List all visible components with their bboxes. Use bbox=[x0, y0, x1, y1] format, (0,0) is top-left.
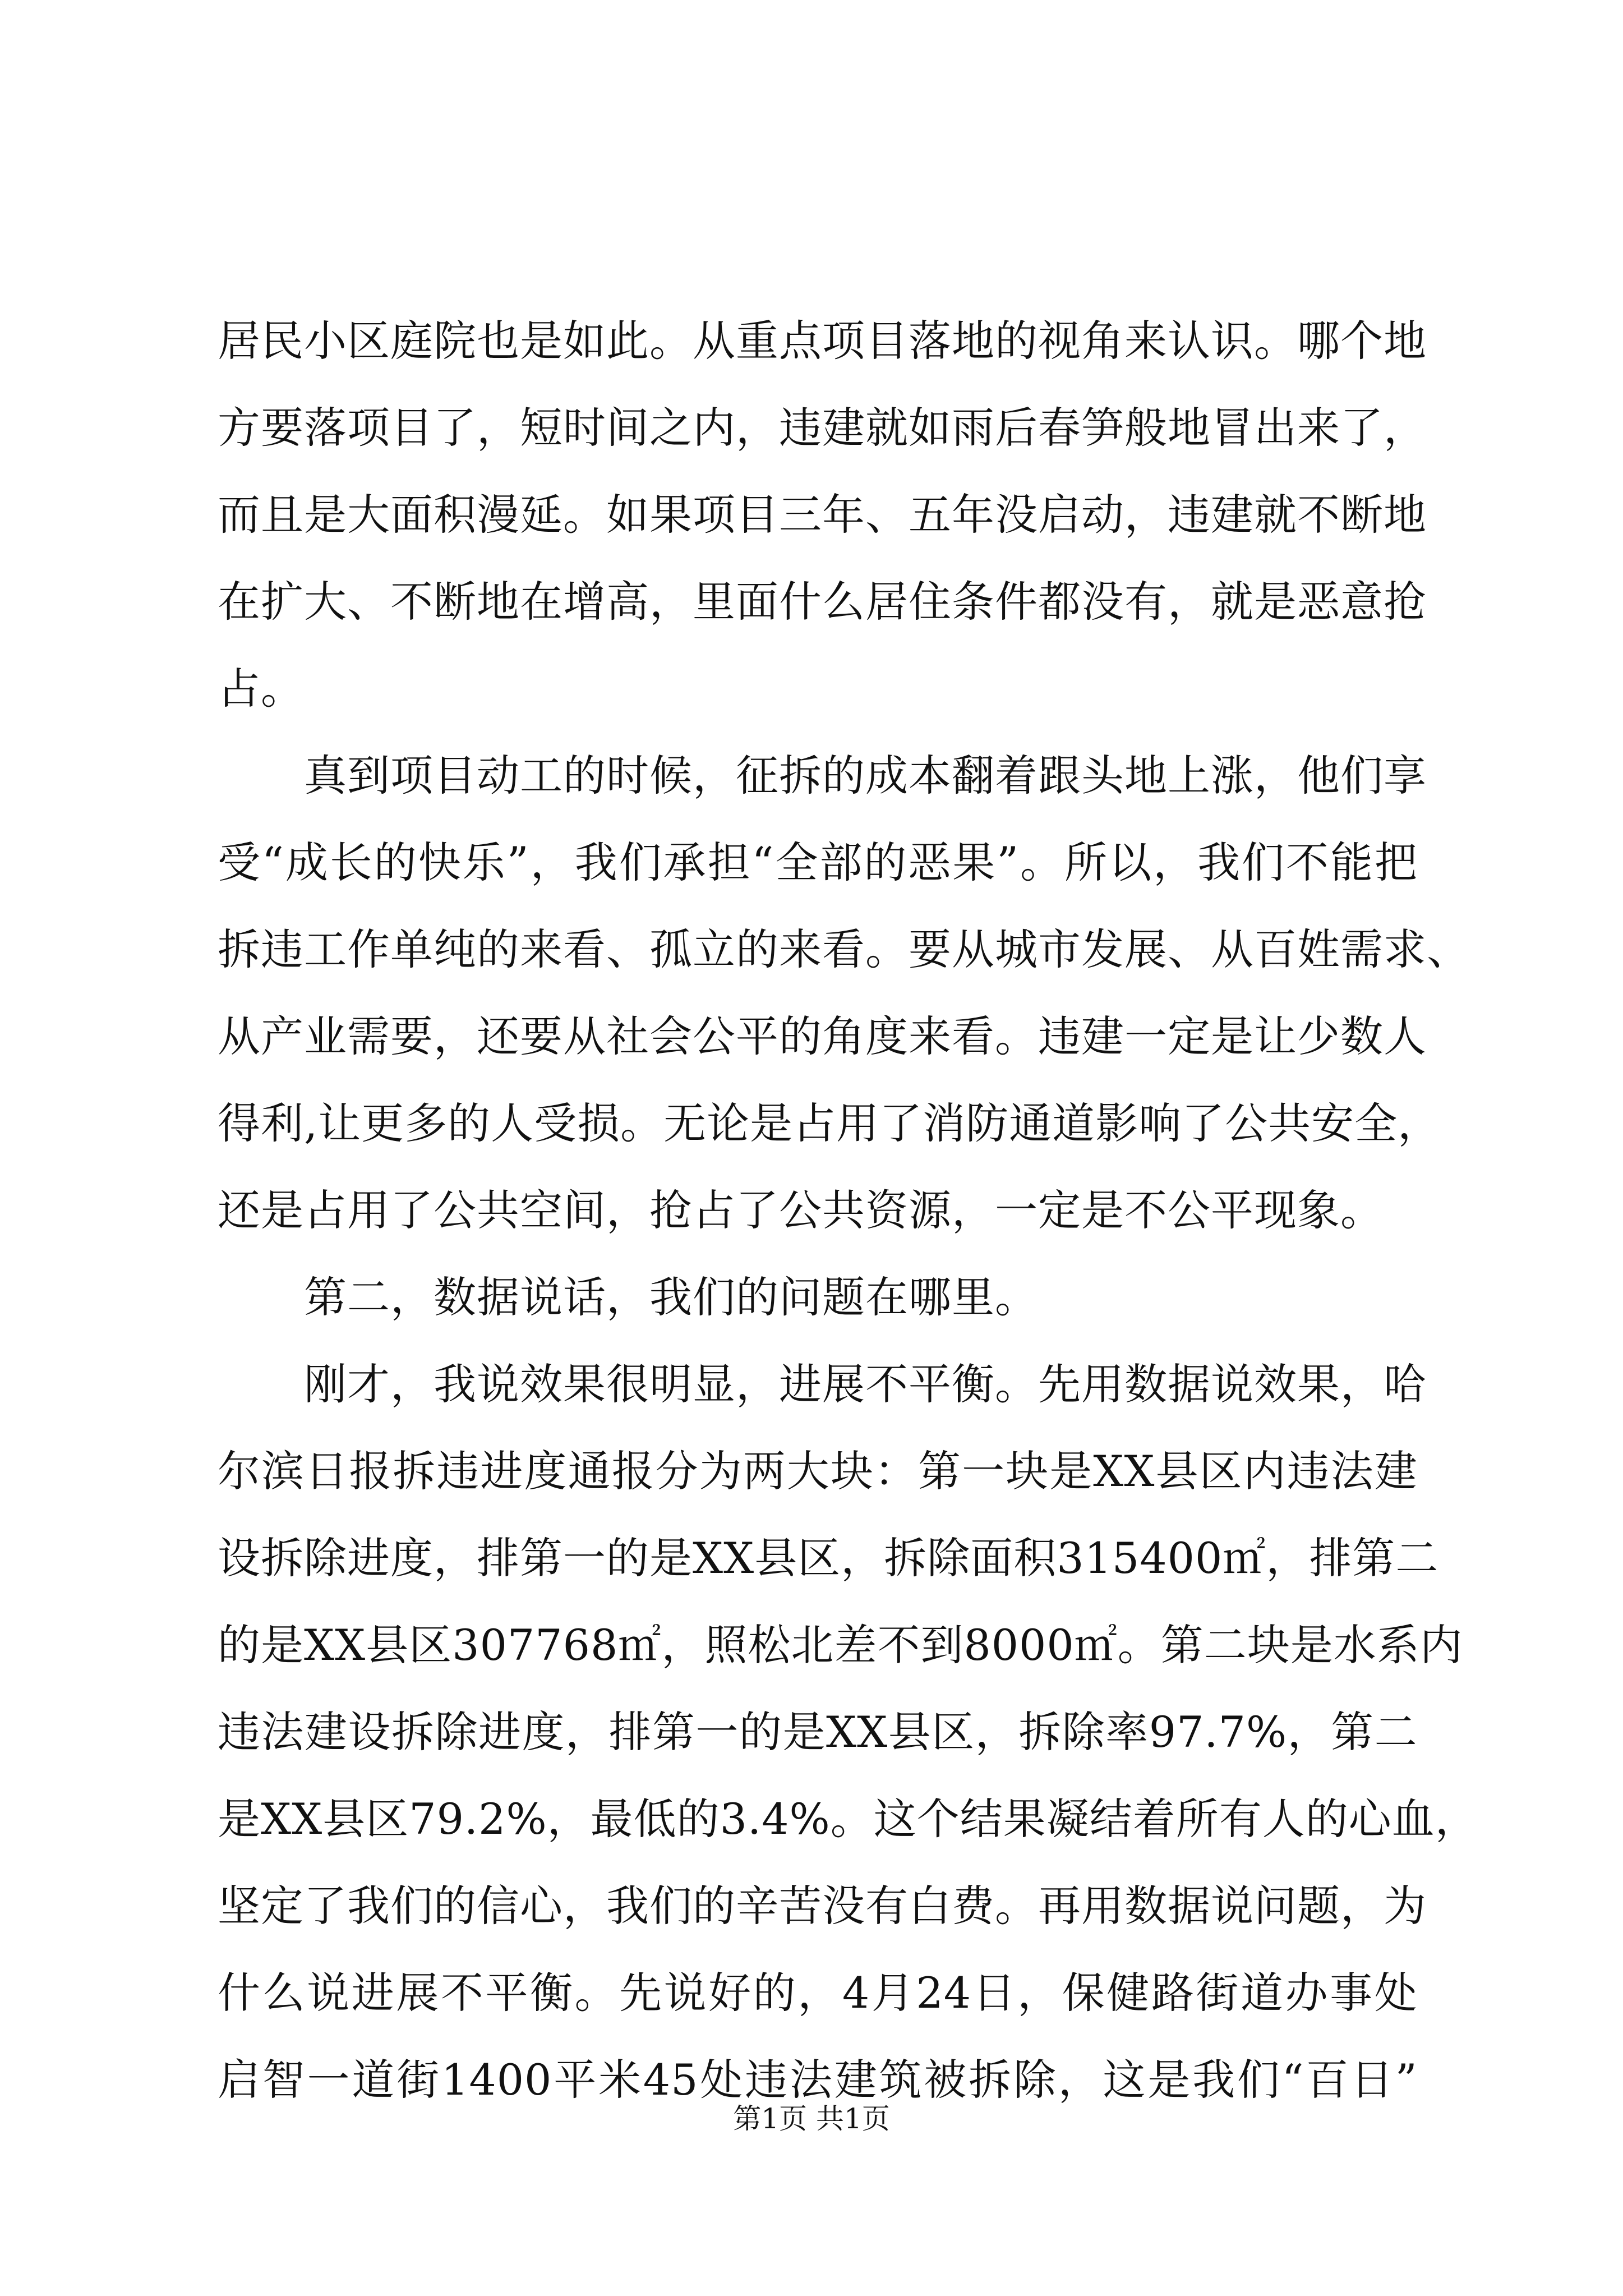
text-line: 违 法 建 设 拆 除 进 度 ， 排 第 一 的 是 XX 县 区 ， 拆 除 率 97.7% ， 第 二 bbox=[218, 1707, 1418, 1757]
text-line: 的 是 XX 县 区 307768 ㎡ ， 照 松 北 差 不 到 8000 ㎡ 。 第 二 块 是 水 系 内 bbox=[218, 1620, 1463, 1670]
text-line-paragraph-start: 刚 才 ， 我 说 效 果 很 明 显 ， 进 展 不 平 衡 。 先 用 数 据 说 效 果 ， 哈 bbox=[304, 1359, 1427, 1409]
text-line-paragraph-start: 真 到 项 目 动 工 的 时 候 ， 征 拆 的 成 本 翻 着 跟 头 地 上 涨 ， 他 们 享 bbox=[304, 751, 1427, 800]
text-line: 方 要 落 项 目 了 ， 短 时 间 之 内 ， 违 建 就 如 雨 后 春 笋 般 地 冒 出 来 了 ， bbox=[218, 403, 1427, 453]
text-line: 是 XX 县 区 79.2% ， 最 低 的 3.4% 。 这 个 结 果 凝 结 着 所 有 人 的 心 血 ， bbox=[218, 1794, 1478, 1844]
page-number-footer: 第1页 共1页 bbox=[733, 2102, 890, 2135]
text-line: 居 民 小 区 庭 院 也 是 如 此 。 从 重 点 项 目 落 地 的 视 角 来 认 识 。 哪 个 地 bbox=[218, 316, 1427, 366]
text-line: 设 拆 除 进 度 ， 排 第 一 的 是 XX 县 区 ， 拆 除 面 积 315400 ㎡ ， 排 第 二 bbox=[218, 1533, 1439, 1583]
text-line-paragraph-end: 还是占用了公共空间，抢占了公共资源，一定是不公平现象。 bbox=[218, 1185, 1384, 1235]
body-text bbox=[218, 297, 1478, 2123]
text-line: 而 且 是 大 面 积 漫 延 。 如 果 项 目 三 年 、 五 年 没 启 动 ， 违 建 就 不 断 地 bbox=[218, 490, 1427, 540]
text-line: 受 “ 成 长 的 快 乐 ” ， 我 们 承 担 “ 全 部 的 恶 果 ” 。 所 以 ， 我 们 不 能 把 bbox=[218, 838, 1418, 887]
text-line: 得 利 , 让 更 多 的 人 受 损 。 无 论 是 占 用 了 消 防 通 道 影 响 了 公 共 安 全 ， bbox=[218, 1098, 1441, 1148]
text-line: 拆 违 工 作 单 纯 的 来 看 、 孤 立 的 来 看 。 要 从 城 市 发 展 、 从 百 姓 需 求 、 bbox=[218, 924, 1470, 974]
text-line: 什 么 说 进 展 不 平 衡 。 先 说 好 的 ， 4 月 24 日 ， 保 健 路 街 道 办 事 处 bbox=[218, 1968, 1418, 2018]
section-heading: 第二，数据说话，我们的问题在哪里。 bbox=[304, 1272, 1038, 1322]
text-line-paragraph-end: 占。 bbox=[218, 664, 304, 714]
text-line: 从 产 业 需 要 ， 还 要 从 社 会 公 平 的 角 度 来 看 。 违 建 一 定 是 让 少 数 人 bbox=[218, 1011, 1427, 1061]
text-line: 坚 定 了 我 们 的 信 心 ， 我 们 的 辛 苦 没 有 白 费 。 再 用 数 据 说 问 题 ， 为 bbox=[218, 1881, 1427, 1931]
text-line: 尔 滨 日 报 拆 违 进 度 通 报 分 为 两 大 块 ： 第 一 块 是 XX 县 区 内 违 法 建 bbox=[218, 1446, 1418, 1496]
text-line: 启 智 一 道 街 1400 平 米 45 处 违 法 建 筑 被 拆 除 ， 这 是 我 们 “ 百 日 ” bbox=[218, 2055, 1418, 2105]
text-line: 在 扩 大 、 不 断 地 在 增 高 ， 里 面 什 么 居 住 条 件 都 没 有 ， 就 是 恶 意 抢 bbox=[218, 577, 1427, 627]
